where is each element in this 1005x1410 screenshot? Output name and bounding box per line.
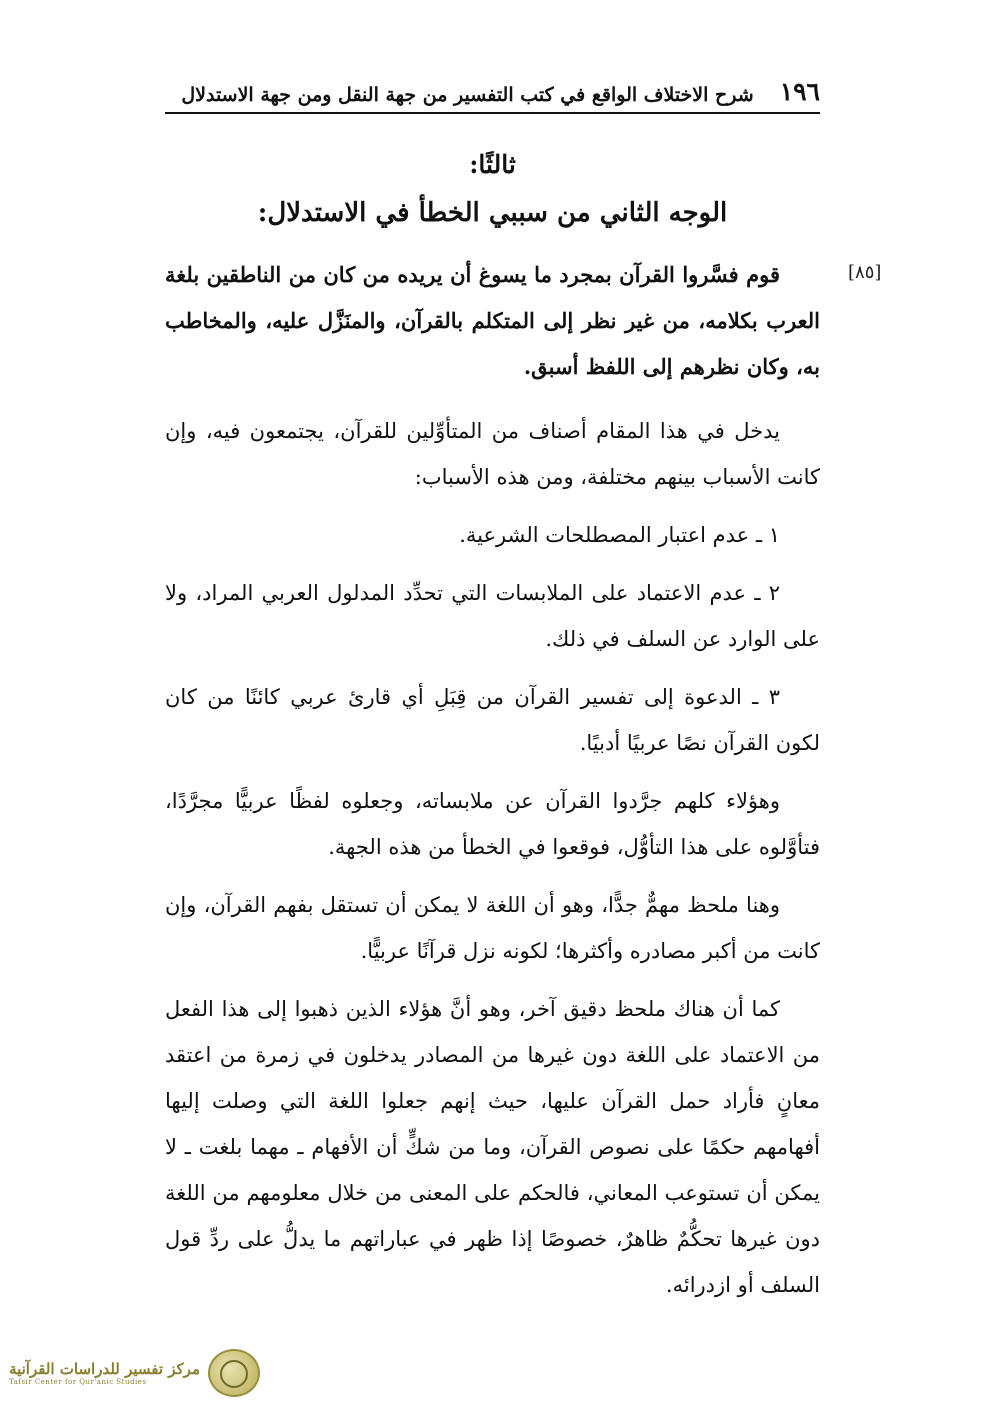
page-header [165, 74, 820, 114]
section-label: ثالثًا: [469, 150, 516, 179]
page-number: ١٩٦ [779, 77, 820, 106]
paragraph-2: وهنا ملحظ مهمٌّ جدًّا، وهو أن اللغة لا يمكن أن تستقل بفهم القرآن، وإن كانت من أكبر مصادره وأكثرها؛ لكونه نزل قرآنًا عربيًّا. [165, 893, 820, 963]
body-text [165, 252, 820, 1320]
list-item-3: ٣ ـ الدعوة إلى تفسير القرآن من قِبَلِ أي قارئ عربي كائنًا من كان لكون القرآن نصًا عربيًا أدبيًا. [165, 685, 820, 755]
globe-icon [208, 1349, 260, 1397]
logo-english-name: Tafsir Center for Qur'anic Studies [9, 1378, 147, 1386]
quoted-text: قوم فسَّروا القرآن بمجرد ما يسوغ أن يريده من كان من الناطقين بلغة العرب بكلامه، من غير نظر إلى المتكلم بالقرآن، والمنَزَّل عليه، والمخاطب به، وكان نظرهم إلى اللفظ أسبق. [165, 262, 820, 379]
paragraph-reference: [٨٥] [848, 262, 882, 283]
logo-arabic-name: مركز تفسير للدراسات القرآنية [9, 1360, 200, 1378]
running-title: شرح الاختلاف الواقع في كتب التفسير من جهة النقل ومن جهة الاستدلال [181, 84, 754, 106]
paragraph-3: كما أن هناك ملحظ دقيق آخر، وهو أنَّ هؤلاء الذين ذهبوا إلى هذا الفعل من الاعتماد على اللغة دون غيرها من المصادر يدخلون في زمرة من اعتقد معانٍ فأراد حمل القرآن عليها، حيث إنهم جعلوا اللغة التي وصلت إليها أفهامهم حكمًا على نصوص القرآن، وما من شكٍّ أن الأفهام ـ مهما بلغت ـ لا يمكن أن تستوعب المعاني، فالحكم على المعنى من خلال معلومهم من اللغة دون غيرها تحكُّمٌ ظاهرٌ، خصوصًا إذا ظهر في عباراتهم ما يدلُّ على ردِّ قول السلف أو ازدرائه. [165, 997, 820, 1297]
paragraph-1: وهؤلاء كلهم جرَّدوا القرآن عن ملابساته، وجعلوه لفظًا عربيًّا مجرَّدًا، فتأوَّلوه على هذا التأوُّل، فوقعوا في الخطأ من هذه الجهة. [165, 789, 820, 859]
intro-paragraph: يدخل في هذا المقام أصناف من المتأوِّلين للقرآن، يجتمعون فيه، وإن كانت الأسباب بينهم مختلفة، ومن هذه الأسباب: [165, 419, 820, 489]
logo-text [9, 1360, 200, 1386]
section-title: الوجه الثاني من سببي الخطأ في الاستدلال: [257, 198, 728, 228]
publisher-logo [10, 1348, 260, 1398]
list-item-2: ٢ ـ عدم الاعتماد على الملابسات التي تحدِّد المدلول العربي المراد، ولا على الوارد عن السلف في ذلك. [165, 581, 820, 651]
list-item-1: ١ ـ عدم اعتبار المصطلحات الشرعية. [459, 523, 780, 547]
